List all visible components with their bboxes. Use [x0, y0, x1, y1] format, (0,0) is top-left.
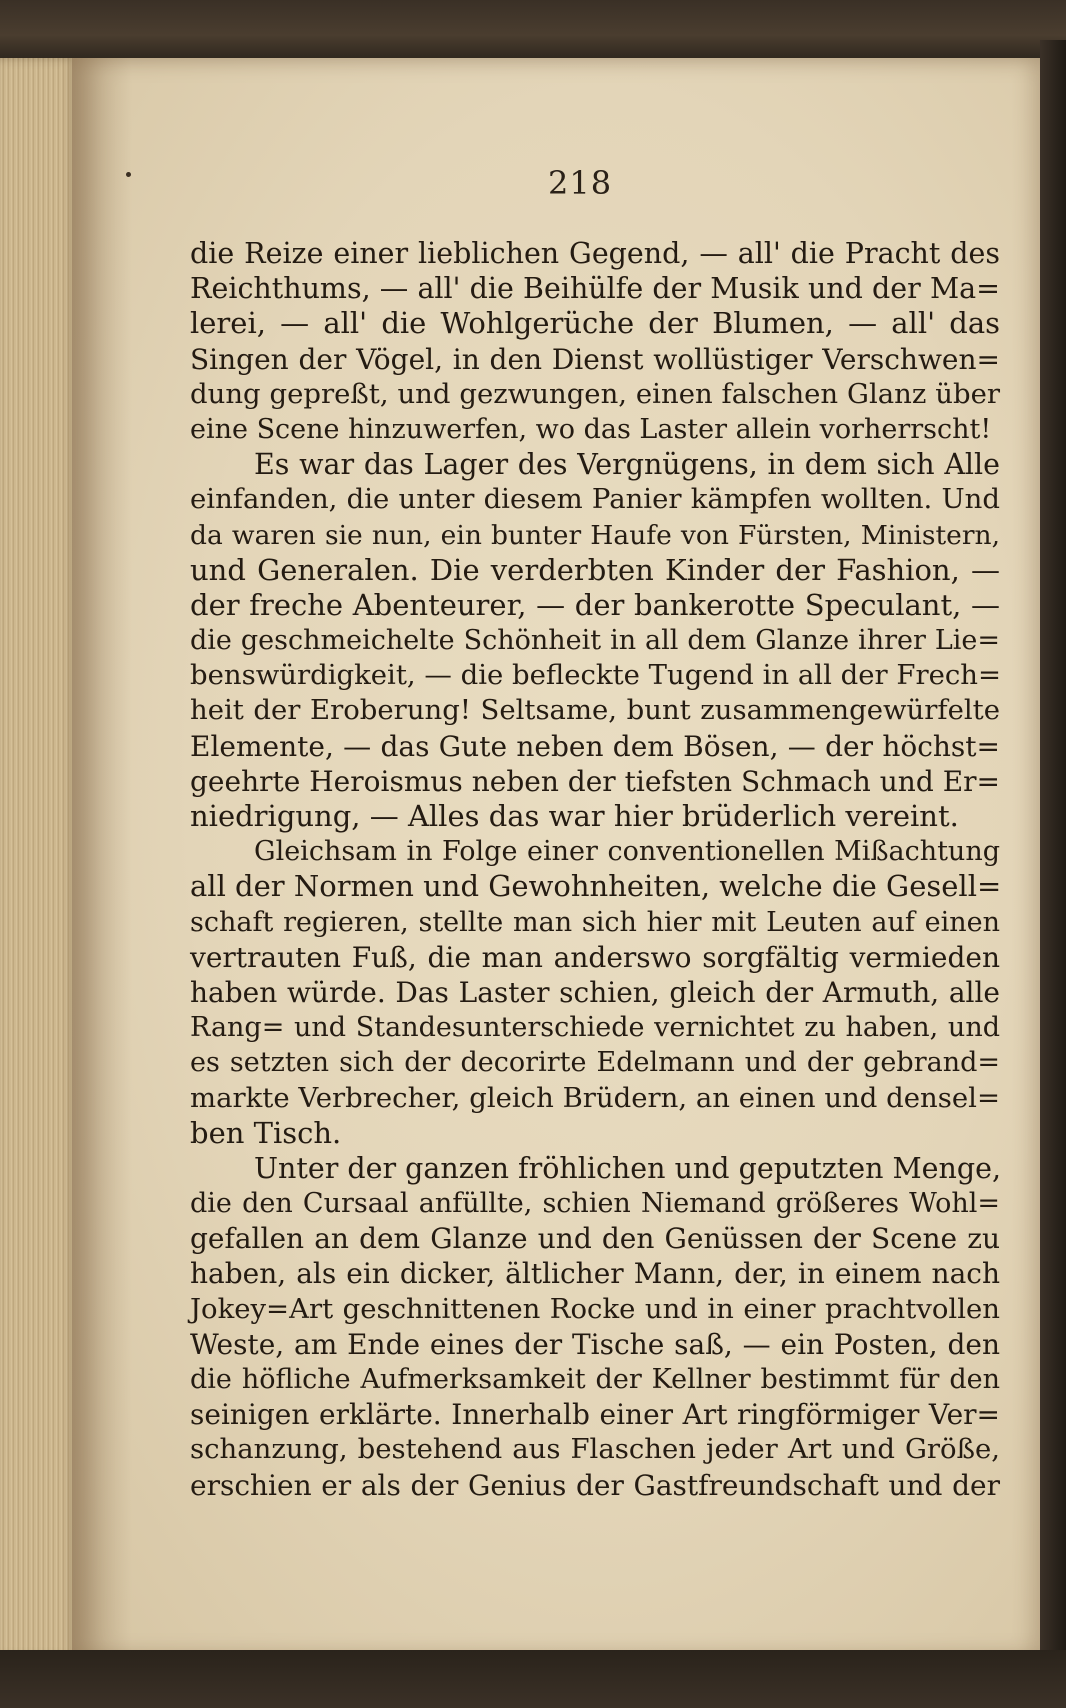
text-line: Weste, am Ende eines der Tische saß, — ein Posten, den [190, 1327, 1000, 1361]
text-line: der freche Abenteurer, — der bankerotte Speculant, — [190, 587, 1000, 622]
text-line: einfanden, die unter diesem Panier kämpfen wollten. Und [190, 483, 1000, 516]
text-line: vertrauten Fuß, die man anderswo sorgfältig vermieden [190, 940, 1000, 974]
book-cover-top [0, 0, 1066, 64]
text-line: da waren sie nun, ein bunter Haufe von Fürsten, Ministern, [190, 519, 1000, 551]
text-line: benswürdigkeit, — die befleckte Tugend in all der Frech= [190, 659, 1002, 692]
text-line: markte Verbrecher, gleich Brüdern, an einen und densel= [190, 1081, 1000, 1114]
text-line: Gleichsam in Folge einer conventionellen Mißachtung [254, 836, 1000, 868]
text-line: all der Normen und Gewohnheiten, welche die Gesell= [190, 869, 1002, 904]
page-edges [0, 58, 78, 1658]
text-line: die geschmeichelte Schönheit in all dem Glanze ihrer Lie= [190, 625, 1000, 657]
text-line: Singen der Vögel, in den Dienst wollüstiger Verschwen= [190, 342, 1000, 376]
text-line: die höfliche Aufmerksamkeit der Kellner bestimmt für den [190, 1364, 1000, 1395]
text-line: haben würde. Das Laster schien, gleich der Armuth, alle [190, 975, 1000, 1009]
text-line: die Reize einer lieblichen Gegend, — all' die Pracht des [190, 237, 1000, 270]
text-line: niedrigung, — Alles das war hier brüderlich vereint. [190, 799, 959, 833]
body-text [190, 236, 1000, 1503]
text-line: erschien er als der Genius der Gastfreundschaft und der [190, 1468, 1000, 1502]
text-line: heit der Eroberung! Seltsame, bunt zusammengewürfelte [190, 694, 1000, 727]
text-line: haben, als ein dicker, ältlicher Mann, der, in einem nach [190, 1257, 1000, 1291]
paragraph [190, 236, 1000, 447]
text-line: schaft regieren, stellte man sich hier mit Leuten auf einen [190, 906, 1000, 938]
page-number: 218 [548, 164, 613, 202]
ink-dot [126, 172, 131, 177]
text-line: eine Scene hinzuwerfen, wo das Laster allein vorherrscht! [190, 413, 992, 445]
text-line: Es war das Lager des Vergnügens, in dem sich Alle [254, 448, 1000, 482]
text-line: Reichthums, — all' die Beihülfe der Musik und der Ma= [190, 272, 1000, 306]
text-line: Unter der ganzen fröhlichen und geputzten Menge, [254, 1151, 1002, 1185]
text-line: schanzung, bestehend aus Flaschen jeder Art und Größe, [190, 1433, 1000, 1466]
text-line: die den Cursaal anfüllte, schien Niemand größeres Wohl= [190, 1188, 1000, 1220]
text-line: Jokey=Art geschnittenen Rocke und in einer prachtvollen [190, 1292, 1000, 1325]
text-line: ben Tisch. [190, 1115, 342, 1150]
text-line: seinigen erklärte. Innerhalb einer Art ringförmiger Ver= [190, 1398, 1000, 1432]
text-line: es setzten sich der decorirte Edelmann und der gebrand= [190, 1047, 1000, 1079]
text-line: und Generalen. Die verderbten Kinder der Fashion, — [190, 552, 1000, 587]
paragraph [190, 834, 1000, 1151]
book-cover-bottom [0, 1650, 1066, 1708]
text-line: Elemente, — das Gute neben dem Bösen, — der höchst= [190, 729, 1000, 763]
text-line: geehrte Heroismus neben der tiefsten Schmach und Er= [190, 764, 1000, 798]
text-line: Rang= und Standesunterschiede vernichtet zu haben, und [190, 1012, 1000, 1044]
text-line: gefallen an dem Glanze und den Genüssen der Scene zu [190, 1222, 1000, 1256]
paragraph [190, 1151, 1000, 1503]
book-cover-right [1040, 40, 1066, 1680]
gutter-shadow [72, 58, 132, 1658]
text-line: dung gepreßt, und gezwungen, einen falschen Glanz über [190, 377, 1000, 410]
paragraph [190, 447, 1000, 834]
text-line: lerei, — all' die Wohlgerüche der Blumen, — all' das [190, 306, 1000, 341]
